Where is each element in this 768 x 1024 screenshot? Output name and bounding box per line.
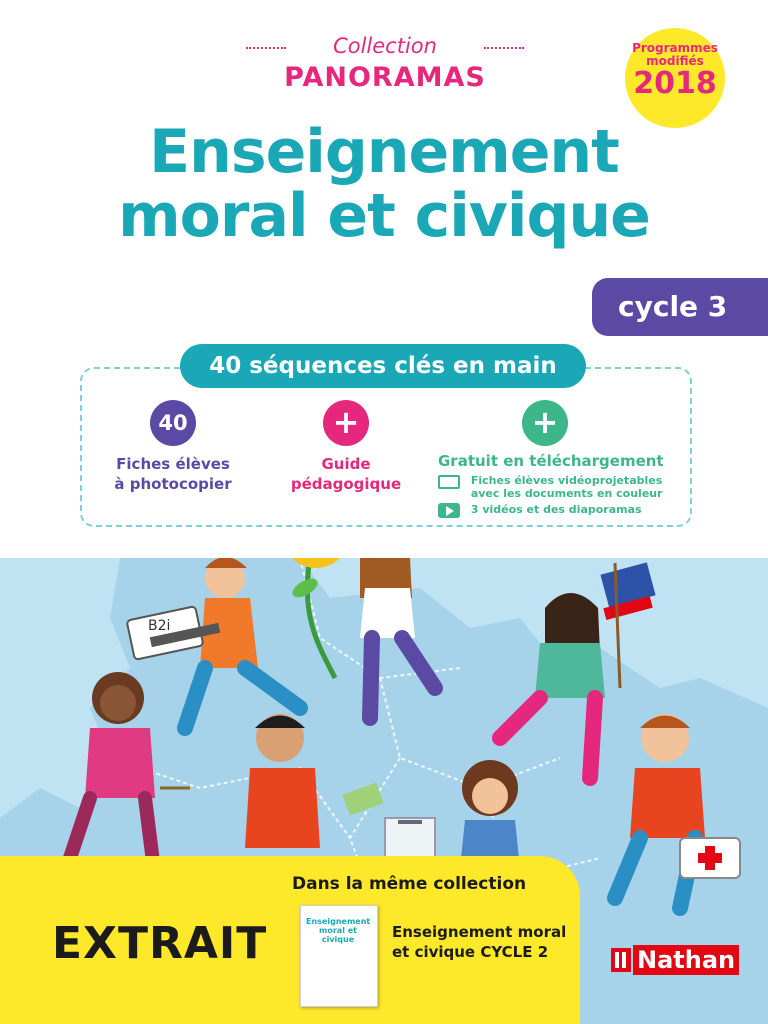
fiches-count-badge: 40 xyxy=(150,400,196,446)
related-book-title-line1: Enseignement moral xyxy=(392,923,567,941)
cycle-tab: cycle 3 xyxy=(592,278,768,336)
nathan-logo-mark xyxy=(611,948,631,972)
related-book-cover-title: Enseignement moral et civique xyxy=(306,917,371,944)
badge-year: 2018 xyxy=(633,66,717,101)
feature-fiches-line2: à photocopier xyxy=(114,475,232,493)
collection-label-text: Collection xyxy=(333,34,437,58)
book-title xyxy=(40,117,728,251)
download-row1-line1: Fiches élèves vidéoprojetables xyxy=(470,474,663,487)
download-row1-line2: avec les documents en couleur xyxy=(470,487,663,500)
extrait-label: EXTRAIT xyxy=(52,918,268,969)
nathan-logo xyxy=(611,945,741,975)
feature-guide-line1: Guide xyxy=(321,455,371,473)
plus-icon: + xyxy=(323,400,369,446)
feature-fiches xyxy=(90,454,256,494)
book-title-line2: moral et civique xyxy=(118,181,650,251)
book-title-line1: Enseignement xyxy=(149,117,619,187)
feature-guide-line2: pédagogique xyxy=(290,475,402,493)
feature-download-row-videos xyxy=(438,503,678,518)
badge-line1: Programmes xyxy=(632,41,718,55)
feature-download-title: Gratuit en téléchargement xyxy=(438,452,664,470)
laptop-label: B2i xyxy=(148,618,171,634)
collection-name: PANORAMAS xyxy=(284,62,486,93)
same-collection-heading: Dans la même collection xyxy=(292,874,527,894)
play-icon xyxy=(438,503,460,518)
collection-label xyxy=(290,34,480,58)
programmes-badge xyxy=(625,28,725,128)
plus-icon: + xyxy=(522,400,568,446)
related-book-title xyxy=(392,922,572,962)
badge-line2: modifiés xyxy=(646,54,704,68)
sequences-headline: 40 séquences clés en main xyxy=(180,344,586,388)
publisher-name: Nathan xyxy=(633,945,739,975)
related-book-title-line2: et civique CYCLE 2 xyxy=(392,943,549,961)
feature-guide xyxy=(270,454,422,494)
feature-fiches-line1: Fiches élèves xyxy=(116,455,230,473)
screen-icon xyxy=(438,475,460,489)
download-row2-text: 3 vidéos et des diaporamas xyxy=(470,503,642,516)
feature-download-row-fiches xyxy=(438,474,678,500)
